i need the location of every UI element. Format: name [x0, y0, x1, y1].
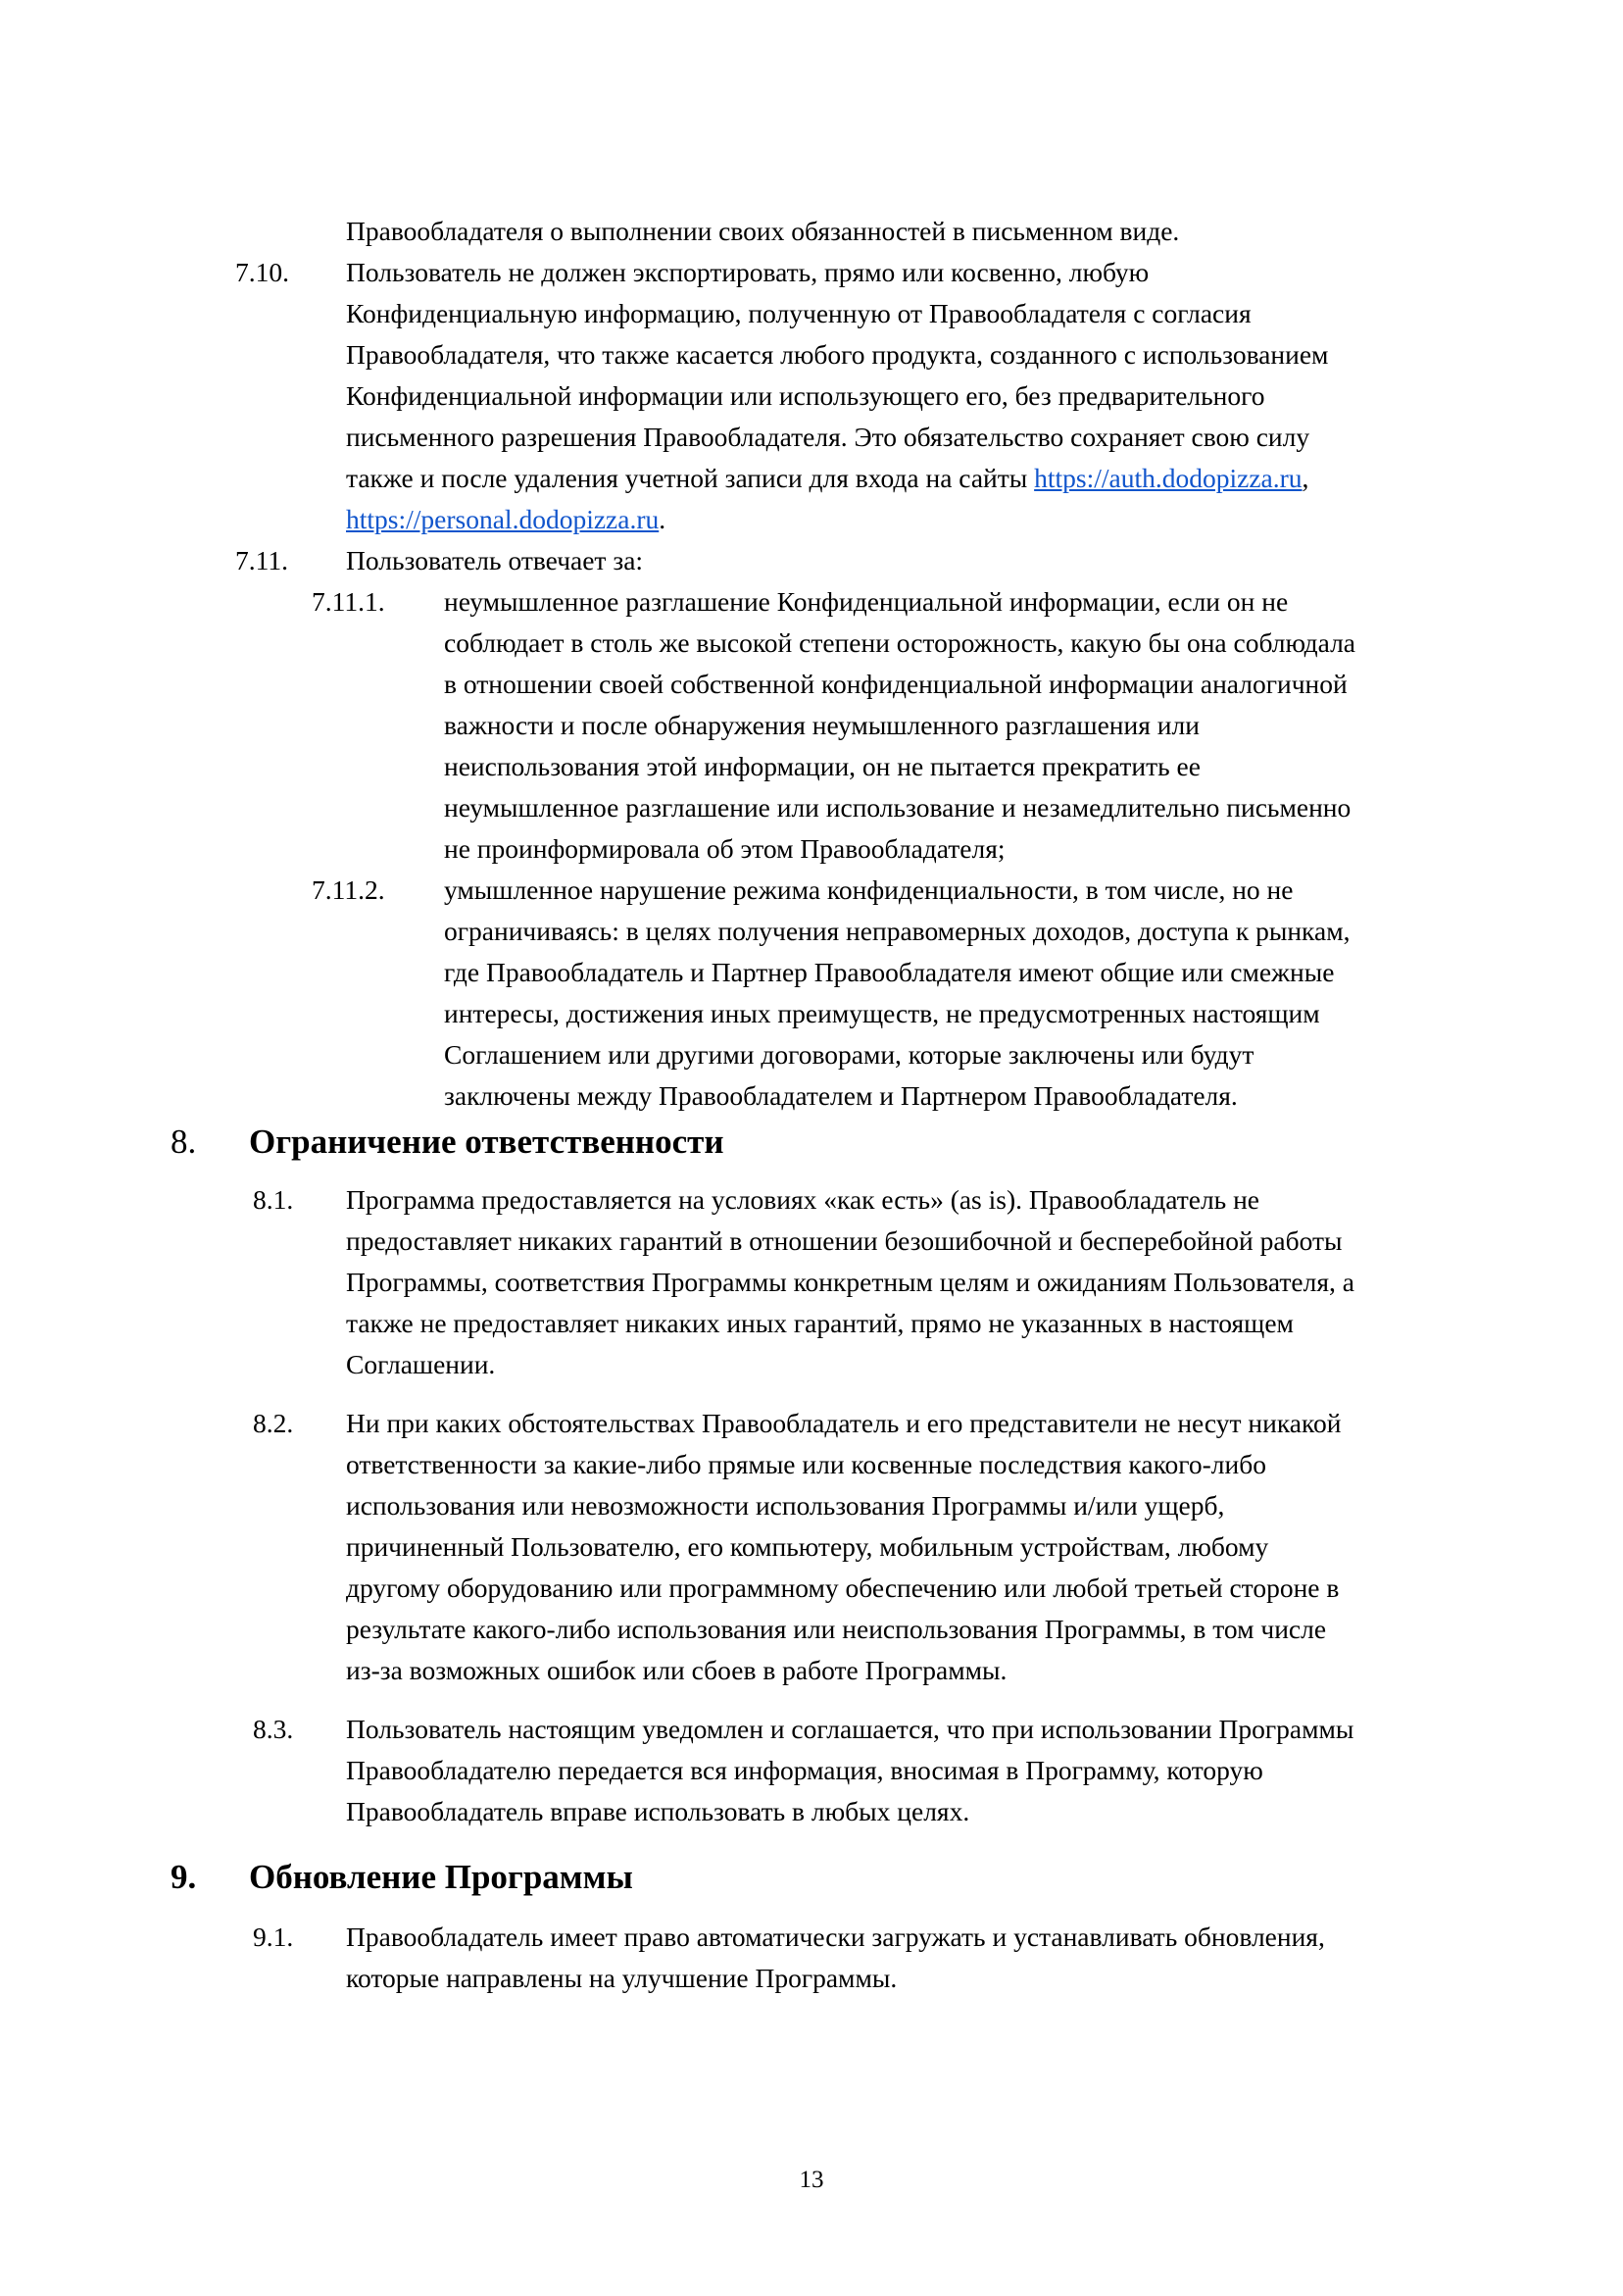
clause-8-2-line: использования или невозможности использования Программы и/или ущерб, [346, 1490, 1225, 1521]
clause-7-11-2-line: Соглашением или другими договорами, которые заключены или будут [444, 1039, 1254, 1070]
clause-8-1-line: предоставляет никаких гарантий в отношении безошибочной и бесперебойной работы [346, 1225, 1343, 1256]
clause-9-1-line: которые направлены на улучшение Программы. [346, 1963, 898, 1993]
clause-8-1-line: Программа предоставляется на условиях «как есть» (as is). Правообладатель не [346, 1184, 1260, 1215]
section-number-8: 8. [171, 1123, 197, 1161]
clause-number-7-11-1: 7.11.1. [312, 586, 385, 617]
clause-7-10-line [346, 506, 665, 533]
clause-7-10-line: письменного разрешения Правообладателя. Это обязательство сохраняет свою силу [346, 422, 1310, 452]
clause-7-10-text: также и после удаления учетной записи для входа на сайты [346, 463, 1035, 493]
clause-8-2-line: из-за возможных ошибок или сбоев в работе Программы. [346, 1655, 1008, 1685]
clause-number-8-2: 8.2. [253, 1408, 294, 1438]
clause-7-11-1-line: важности и после обнаружения неумышленного разглашения или [444, 710, 1200, 740]
clause-8-2-line: результате какого-либо использования или неиспользования Программы, в том числе [346, 1614, 1327, 1644]
clause-7-11-2-line: интересы, достижения иных преимуществ, не предусмотренных настоящим [444, 998, 1320, 1028]
clause-8-2-line: Ни при каких обстоятельствах Правообладатель и его представители не несут никакой [346, 1408, 1342, 1438]
clause-7-10-line: Конфиденциальную информацию, полученную от Правообладателя с согласия [346, 298, 1252, 328]
section-title-9: Обновление Программы [249, 1858, 633, 1896]
clause-number-7-10: 7.10. [235, 257, 289, 287]
clause-8-3-line: Правообладатель вправе использовать в любых целях. [346, 1796, 970, 1826]
clause-8-3-line: Пользователь настоящим уведомлен и соглашается, что при использовании Программы [346, 1714, 1354, 1744]
section-title-8: Ограничение ответственности [249, 1123, 724, 1161]
page-number: 13 [799, 2167, 824, 2193]
clause-8-1-line: также не предоставляет никаких иных гарантий, прямо не указанных в настоящем [346, 1308, 1294, 1338]
clause-number-7-11-2: 7.11.2. [312, 874, 385, 905]
clause-7-11-2-line: ограничиваясь: в целях получения неправомерных доходов, доступа к рынкам, [444, 916, 1351, 946]
clause-9-1-line: Правообладатель имеет право автоматически загружать и устанавливать обновления, [346, 1922, 1325, 1952]
clause-number-8-3: 8.3. [253, 1714, 294, 1744]
clause-8-2-line: причиненный Пользователю, его компьютеру, мобильным устройствам, любому [346, 1531, 1269, 1562]
clause-8-1-line: Программы, соответствия Программы конкретным целям и ожиданиям Пользователя, а [346, 1267, 1354, 1297]
clause-7-11-1-line: неумышленное разглашение Конфиденциальной информации, если он не [444, 586, 1289, 617]
clause-7-10-line [346, 465, 1308, 492]
clause-7-10-line: Пользователь не должен экспортировать, прямо или косвенно, любую [346, 257, 1150, 287]
clause-8-3-line: Правообладателю передается вся информация, вносимая в Программу, которую [346, 1755, 1263, 1785]
paragraph-7-9-tail: Правообладателя о выполнении своих обязанностей в письменном виде. [346, 216, 1180, 246]
clause-7-10-line: Правообладателя, что также касается любого продукта, созданного с использованием [346, 339, 1329, 370]
clause-7-11-1-line: не проинформировала об этом Правообладателя; [444, 833, 1006, 864]
auth-link[interactable]: https://auth.dodopizza.ru [1034, 463, 1303, 493]
comma: , [1302, 463, 1309, 493]
clause-7-11-1-line: в отношении своей собственной конфиденциальной информации аналогичной [444, 669, 1348, 699]
clause-7-11-1-line: неиспользования этой информации, он не пытается прекратить ее [444, 751, 1201, 781]
section-number-9: 9. [171, 1858, 197, 1896]
clause-7-11-2-line: заключены между Правообладателем и Партнером Правообладателя. [444, 1080, 1238, 1111]
clause-number-9-1: 9.1. [253, 1922, 294, 1952]
clause-number-8-1: 8.1. [253, 1184, 294, 1215]
clause-7-11-2-line: умышленное нарушение режима конфиденциальности, в том числе, но не [444, 874, 1294, 905]
period: . [659, 504, 666, 534]
clause-8-2-line: другому оборудованию или программному обеспечению или любой третьей стороне в [346, 1572, 1340, 1603]
clause-8-2-line: ответственности за какие-либо прямые или косвенные последствия какого-либо [346, 1449, 1266, 1479]
clause-7-11-1-line: соблюдает в столь же высокой степени осторожность, какую бы она соблюдала [444, 627, 1355, 658]
clause-7-11-1-line: неумышленное разглашение или использование и незамедлительно письменно [444, 792, 1352, 823]
clause-7-11-intro: Пользователь отвечает за: [346, 545, 644, 575]
clause-7-10-line: Конфиденциальной информации или использующего его, без предварительного [346, 380, 1265, 411]
clause-7-11-2-line: где Правообладатель и Партнер Правообладателя имеют общие или смежные [444, 957, 1335, 987]
personal-link[interactable]: https://personal.dodopizza.ru [346, 504, 660, 534]
clause-number-7-11: 7.11. [235, 545, 288, 575]
clause-8-1-line: Соглашении. [346, 1349, 496, 1379]
